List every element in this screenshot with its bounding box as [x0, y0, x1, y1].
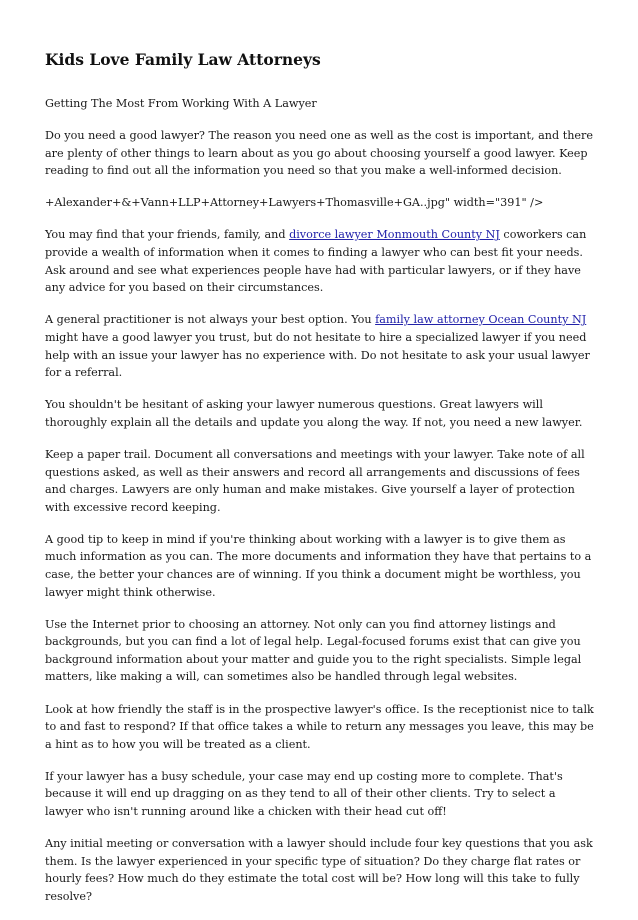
paragraph-initial-meeting: Any initial meeting or conversation with a lawyer should include four key questions that you ask them. Is the lawyer experienced in your specific type of situation? Do they charge flat rates or hourly fees? How much do they estimate the total cost will be? How long will this take to fully resolve? — [45, 837, 593, 903]
paragraph-text: You may find that your friends, family, and — [45, 228, 290, 242]
document-title: Kids Love Family Law Attorneys — [45, 50, 321, 69]
paragraph-intro: Do you need a good lawyer? The reason you need one as well as the cost is important, and there are plenty of other things to learn about as you go about choosing yourself a good lawyer. Keep reading to find out all the information you need so that you make a well-informed decision. — [45, 129, 593, 178]
paragraph-text: might have a good lawyer you trust, but do not hesitate to hire a specialized lawyer if you need help with an issue your lawyer has no experience with. Do not hesitate to ask your usual lawyer for a referral. — [45, 330, 590, 380]
paragraph-referrals — [45, 226, 597, 296]
paragraph-paper-trail: Keep a paper trail. Document all conversations and meetings with your lawyer. Take note of all questions asked, as well as their answers and record all arrangements and discussions of fees and charges. Lawyers are only human and make mistakes. Give yourself a layer of protection with excessive record keeping. — [45, 447, 585, 514]
paragraph-text: coworkers can provide a wealth of information when it comes to finding a lawyer who can best fit your needs. Ask around and see what experiences people have had with particular lawyers, or if they have any advice for you based on their circumstances. — [45, 228, 587, 295]
paragraph-staff: Look at how friendly the staff is in the prospective lawyer's office. Is the receptionist nice to talk to and fast to respond? If that office takes a while to return any messages you leave, this may be a hint as to how you will be treated as a client. — [45, 702, 594, 751]
document-page — [45, 50, 597, 920]
family-law-attorney-link[interactable]: family law attorney Ocean County NJ — [375, 313, 587, 327]
paragraph-general-practitioner — [45, 311, 597, 381]
paragraph-busy-schedule: If your lawyer has a busy schedule, your case may end up costing more to complete. That's because it will end up dragging on as they tend to all of their other clients. Try to select a lawyer who isn't running around like a chicken with their head cut off! — [45, 769, 563, 818]
paragraph-image-fragment: +Alexander+&+Vann+LLP+Attorney+Lawyers+Thomasville+GA..jpg" width="391" /> — [45, 196, 544, 210]
paragraph-internet: Use the Internet prior to choosing an attorney. Not only can you find attorney listings and backgrounds, but you can find a lot of legal help. Legal-focused forums exist that can give you background information about your matter and guide you to the right specialists. Simple legal matters, like making a will, can sometimes also be handled through legal websites. — [45, 617, 582, 684]
paragraph-text: A general practitioner is not always your best option. You — [45, 313, 376, 327]
subtitle-paragraph: Getting The Most From Working With A Lawyer — [45, 97, 317, 110]
divorce-lawyer-link[interactable]: divorce lawyer Monmouth County NJ — [289, 228, 500, 242]
paragraph-information: A good tip to keep in mind if you're thinking about working with a lawyer is to give them as much information as you can. The more documents and information they have that pertains to a case, the better your chances are of winning. If you think a document might be worthless, you lawyer might think otherwise. — [45, 532, 592, 599]
paragraph-questions: You shouldn't be hesitant of asking your lawyer numerous questions. Great lawyers will thoroughly explain all the details and update you along the way. If not, you need a new lawyer. — [45, 398, 583, 429]
